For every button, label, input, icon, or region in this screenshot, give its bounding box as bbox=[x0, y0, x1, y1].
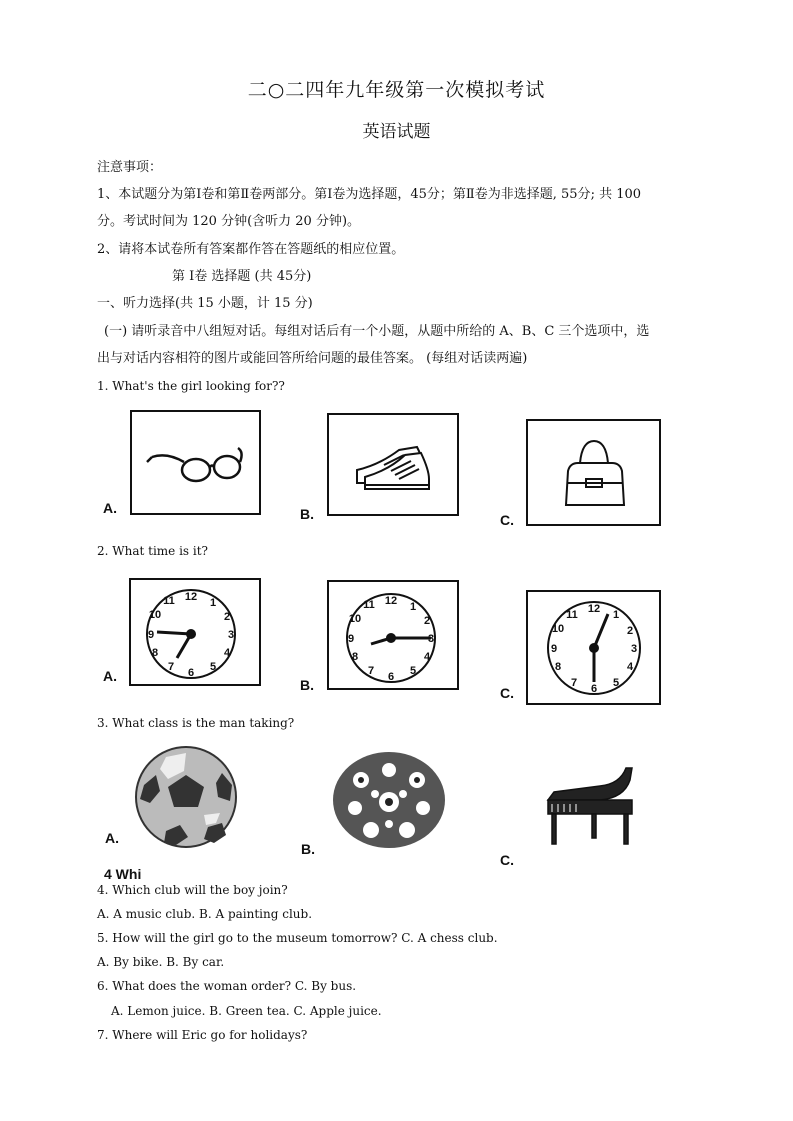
svg-text:1: 1 bbox=[209, 597, 217, 609]
q1-label-b: B. bbox=[300, 506, 314, 522]
question-3: 3. What class is the man taking? bbox=[97, 716, 295, 730]
q3-option-a-picture bbox=[130, 745, 242, 849]
svg-text:11: 11 bbox=[163, 595, 175, 607]
question-5-options: A. By bike. B. By car. bbox=[97, 955, 225, 969]
svg-text:4: 4 bbox=[626, 661, 634, 673]
svg-text:4: 4 bbox=[223, 647, 231, 659]
svg-text:9: 9 bbox=[550, 643, 558, 655]
svg-text:11: 11 bbox=[566, 609, 578, 621]
svg-text:5: 5 bbox=[612, 677, 620, 689]
notes-line-3: 2、请将本试卷所有答案都作答在答题纸的相应位置。 bbox=[97, 242, 405, 257]
exam-subtitle: 英语试题 bbox=[362, 122, 431, 142]
svg-text:12: 12 bbox=[184, 591, 198, 603]
handbag-icon bbox=[528, 421, 659, 524]
listening-title: 一、听力选择(共 15 小题，计 15 分) bbox=[97, 296, 313, 311]
svg-text:10: 10 bbox=[551, 623, 565, 635]
svg-text:10: 10 bbox=[348, 613, 362, 625]
svg-text:5: 5 bbox=[209, 661, 217, 673]
clock-icon bbox=[329, 582, 457, 688]
svg-text:2: 2 bbox=[223, 611, 231, 623]
q2-option-b-box bbox=[327, 580, 459, 690]
question-2: 2. What time is it? bbox=[97, 544, 208, 558]
instruction-line-2: 出与对话内容相符的图片或能回答所给问题的最佳答案。 (每组对话读两遍) bbox=[97, 351, 528, 366]
svg-text:8: 8 bbox=[351, 651, 359, 663]
question-7: 7. Where will Eric go for holidays? bbox=[97, 1028, 308, 1042]
svg-text:11: 11 bbox=[363, 599, 375, 611]
question-6: 6. What does the woman order? C. By bus. bbox=[97, 979, 357, 993]
glasses-icon bbox=[132, 412, 259, 513]
piano-icon bbox=[540, 760, 636, 860]
svg-text:9: 9 bbox=[347, 633, 355, 645]
svg-text:9: 9 bbox=[147, 629, 155, 641]
notes-line-1: 1、本试题分为第Ⅰ卷和第Ⅱ卷两部分。第Ⅰ卷为选择题，45分；第Ⅱ卷为非选择题, 55分; 共 100 bbox=[97, 187, 642, 202]
svg-text:7: 7 bbox=[167, 661, 175, 673]
question-5: 5. How will the girl go to the museum tomorrow? C. A chess club. bbox=[97, 931, 498, 945]
q1-label-c: C. bbox=[500, 512, 514, 528]
q2-option-a-box bbox=[129, 578, 261, 686]
notes-line-2: 分。考试时间为 120 分钟(含听力 20 分钟)。 bbox=[97, 214, 361, 229]
svg-text:6: 6 bbox=[590, 683, 598, 695]
q1-option-c-box bbox=[526, 419, 661, 526]
svg-text:8: 8 bbox=[554, 661, 562, 673]
question-4: 4. Which club will the boy join? bbox=[97, 883, 288, 897]
part-title: 第 Ⅰ卷 选择题 (共 45分) bbox=[172, 269, 312, 284]
q1-option-a-box bbox=[130, 410, 261, 515]
svg-text:4: 4 bbox=[423, 651, 431, 663]
instruction-line-1: (一) 请听录音中八组短对话。每组对话后有一个小题，从题中所给的 A、B、C 三个选项中，选 bbox=[104, 324, 650, 339]
svg-text:6: 6 bbox=[187, 667, 195, 679]
q3-option-b-picture bbox=[331, 750, 447, 850]
svg-text:3: 3 bbox=[427, 633, 435, 645]
svg-text:1: 1 bbox=[612, 609, 620, 621]
svg-text:1: 1 bbox=[409, 601, 417, 613]
svg-text:7: 7 bbox=[367, 665, 375, 677]
svg-text:12: 12 bbox=[384, 595, 398, 607]
q1-option-b-box bbox=[327, 413, 459, 516]
q3-label-c: C. bbox=[500, 852, 514, 868]
sneakers-icon bbox=[329, 415, 457, 514]
question-4-cutoff: 4 Whi bbox=[104, 866, 142, 882]
svg-text:6: 6 bbox=[387, 671, 395, 683]
question-4-options: A. A music club. B. A painting club. bbox=[97, 907, 313, 921]
svg-text:10: 10 bbox=[148, 609, 162, 621]
svg-text:12: 12 bbox=[587, 603, 601, 615]
clock-icon bbox=[528, 592, 659, 703]
q2-label-a: A. bbox=[103, 668, 117, 684]
q2-label-c: C. bbox=[500, 685, 514, 701]
svg-text:7: 7 bbox=[570, 677, 578, 689]
question-6-options: A. Lemon juice. B. Green tea. C. Apple juice. bbox=[111, 1004, 382, 1018]
svg-text:2: 2 bbox=[423, 615, 431, 627]
svg-text:8: 8 bbox=[151, 647, 159, 659]
q3-label-a: A. bbox=[105, 830, 119, 846]
q1-label-a: A. bbox=[103, 500, 117, 516]
notes-heading: 注意事项： bbox=[97, 160, 163, 175]
svg-text:3: 3 bbox=[227, 629, 235, 641]
football-icon bbox=[130, 745, 242, 849]
q2-option-c-box bbox=[526, 590, 661, 705]
q3-label-b: B. bbox=[301, 841, 315, 857]
svg-text:2: 2 bbox=[626, 625, 634, 637]
exam-title: 二○二四年九年级第一次模拟考试 bbox=[247, 79, 546, 101]
paper-cut-art-icon bbox=[331, 750, 447, 850]
svg-text:3: 3 bbox=[630, 643, 638, 655]
q2-label-b: B. bbox=[300, 677, 314, 693]
q3-option-c-picture bbox=[540, 760, 636, 860]
svg-text:5: 5 bbox=[409, 665, 417, 677]
question-1: 1. What's the girl looking for?? bbox=[97, 379, 285, 393]
clock-icon bbox=[131, 580, 259, 684]
